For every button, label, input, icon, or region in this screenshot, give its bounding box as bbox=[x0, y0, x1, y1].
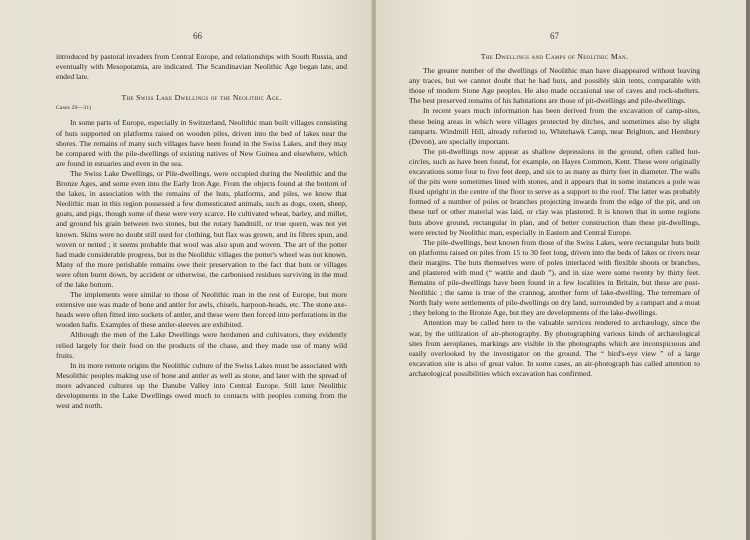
page-edge bbox=[746, 0, 750, 540]
paragraph: The pile-dwellings, best known from those of the Swiss Lakes, were rectangular huts built on platforms raised on piles from 15 to 30 feet long, driven into the beds of lakes or rivers near their margins. The huts themselves were of poles interlaced with flexible shoots or branches, and plastered with mud (“ wattle and daub ”), and in size were some twenty by thirty feet. Remains of pile-dwellings have been found in a few localities in Britain, but these are post-Neolithic ; the same is true of the crannog, another form of lake-dwelling. The terremare of North Italy were settlements of pile-dwellings on dry land, surrounded by a rampart and a moat ; they belong to the Bronze Age, but they are developments of the lake-dwellings. bbox=[409, 237, 700, 318]
page-number-right: 67 bbox=[550, 31, 559, 41]
left-page-text bbox=[56, 52, 347, 411]
paragraph: Attention may be called here to the valuable services rendered to archæology, since the war, by the utilization of air-photography. By photographing various kinds of archæological sites from aeroplanes, markings are visible in the photographs which are inconspicuous and easily overlooked by the investigator on the ground. The “ bird's-eye view ” of a large excavation site is also of great value. In some cases, an air-photograph has called attention to archæological possibilities which excavation has confirmed. bbox=[409, 318, 700, 378]
paragraph: In its more remote origins the Neolithic culture of the Swiss Lakes must be associated with Mesolithic peoples making use of bone and antler as well as stone, and later with the spread of more advanced cultures up the Danube Valley into Central Europe. Still later Neolithic developments in the Lake Dwellings owed much to contacts with peoples coming from the west and north. bbox=[56, 360, 347, 411]
paragraph: The pit-dwellings now appear as shallow depressions in the ground, often called hut-circles, such as have been found, for example, on Hayes Common, Kent. These were originally excavations some four to five feet deep, and six to as many as thirty feet in diameter. The walls of the pits were sometimes lined with stones, and it appears that in some instances a pole was fixed upright in the centre of the floor to serve as a support to the roof. The latter was probably formed of a number of poles or branches projecting inwards from the edge of the pit, and on these turf or other material was laid, or clay was plastered. It is known that in some regions huts above ground, rectangular in plan, and of better construction than these pit-dwellings, were erected by Neolithic man, especially in Eastern and Central Europe. bbox=[409, 146, 700, 237]
cases-reference: Cases 20—31) bbox=[56, 105, 92, 112]
paragraph: In some parts of Europe, especially in Switzerland, Neolithic man built villages consisting of huts supported on platforms raised on wooden piles, driven into the bed of lakes near the shores. The remains of many such villages have been found in the Swiss Lakes, and they may be compared with the pile-dwellings of existing natives of New Guinea and elsewhere, which are found in estuaries and even in the sea. bbox=[56, 118, 347, 168]
left-page bbox=[0, 0, 372, 540]
page-number-left: 66 bbox=[193, 31, 202, 41]
paragraph: The greater number of the dwellings of Neolithic man have disappeared without leaving any traces, but we cannot doubt that he had huts, and possibly skin tents, comparable with those of modern Stone Age peoples. He also made occasional use of caves and rock-shelters. The best preserved remains of his habitations are those of pit-dwellings and pile-dwellings. bbox=[409, 66, 700, 106]
section-heading: The Swiss Lake Dwellings of the Neolithic Age. bbox=[121, 93, 282, 103]
paragraph: Although the men of the Lake Dwellings were herdsmen and cultivators, they evidently relied largely for their food on the products of the chase, and they made use of many wild fruits. bbox=[56, 330, 347, 360]
right-page bbox=[376, 0, 750, 540]
intro-paragraph: introduced by pastoral invaders from Central Europe, and relationships with South Russia, and eventually with Mesopotamia, are indicated. The Scandinavian Neolithic Age began late, and ended late. bbox=[56, 52, 347, 82]
page-heading: The Dwellings and Camps of Neolithic Man. bbox=[480, 52, 629, 61]
paragraph: The implements were similar to those of Neolithic man in the rest of Europe, but more extensive use was made of bone and antler for awls, chisels, harpoon-heads, etc. The stone axe-heads were often fitted into sockets of antler, and these were then forced into perforations in the wooden hafts. Examples of these antler-sleeves are exhibited. bbox=[56, 290, 347, 330]
right-page-text bbox=[409, 52, 700, 379]
paragraph: The Swiss Lake Dwellings, or Pile-dwellings, were occupied during the Neolithic and the Bronze Ages, and some even into the Early Iron Age. From the objects found at the bottom of the lakes, in association with the remains of the huts, platforms, and piles, we know that Neolithic man in this region possessed a few domesticated animals, such as dogs, oxen, sheep, goats, and pigs, though some of these were very scarce. He cultivated wheat, barley, and millet, and ground his grain between two stones, but the rotary handmill, or true quern, was not yet known. Skins were no doubt still used for clothing, but flax was grown, and its fibres spun, and woven or netted ; it seems probable that wool was also spun and woven. The art of the potter had made considerable progress, but in the Neolithic villages the potter's wheel was not known. Many of the more perishable remains owe their preservation to the fact that huts or villages were often burnt down, by accident or otherwise, the carbonised residues surviving in the mud of the lake bottom. bbox=[56, 168, 347, 289]
paragraph: In recent years much information has been derived from the excavation of camp-sites, these being areas in which were villages protected by ditches, and sometimes also by slight ramparts. Windmill Hill, already referred to, Whitehawk Camp, near Brighton, and Hembury (Devon), are specially important. bbox=[409, 106, 700, 146]
